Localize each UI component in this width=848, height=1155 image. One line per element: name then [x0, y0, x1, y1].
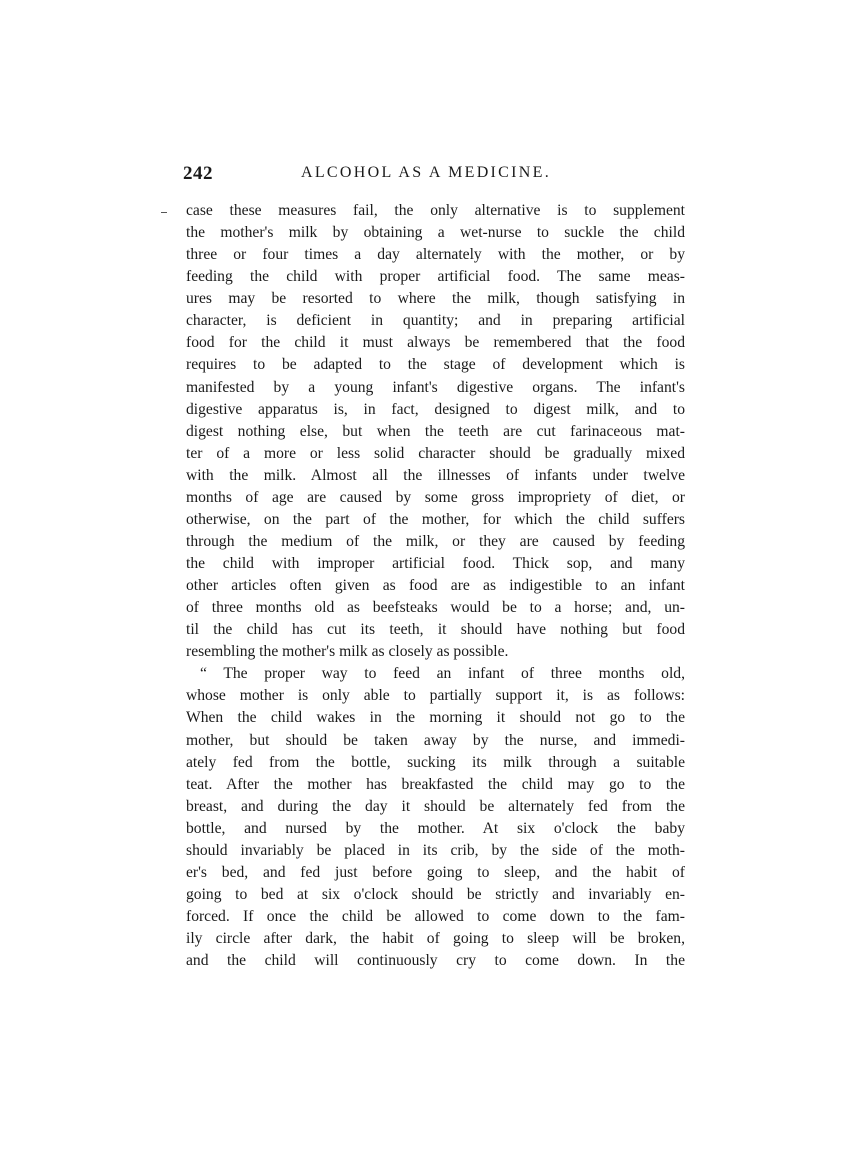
- text-line: manifested by a young infant's digestive organs. The infant's: [186, 378, 685, 396]
- text-line: other articles often given as food are as indigestible to an infant: [186, 577, 685, 595]
- text-line: feeding the child with proper artificial food. The same meas-: [186, 268, 685, 286]
- text-line: ately fed from the bottle, sucking its milk through a suitable: [186, 753, 685, 771]
- text-line: with the milk. Almost all the illnesses of infants under twelve: [186, 466, 685, 484]
- text-line: of three months old as beefsteaks would be to a horse; and, un-: [186, 599, 685, 617]
- text-line: case these measures fail, the only alternative is to supplement: [186, 202, 685, 219]
- text-line: til the child has cut its teeth, it should have nothing but food: [186, 621, 685, 639]
- text-line: digestive apparatus is, in fact, designed to digest milk, and to: [186, 400, 685, 418]
- text-line: months of age are caused by some gross impropriety of diet, or: [186, 488, 685, 506]
- text-line: through the medium of the milk, or they are caused by feeding: [186, 532, 685, 550]
- text-line: digest nothing else, but when the teeth are cut farinaceous mat-: [186, 422, 685, 440]
- text-line: teat. After the mother has breakfasted the child may go to the: [186, 775, 685, 793]
- text-line: bottle, and nursed by the mother. At six o'clock the baby: [186, 819, 685, 837]
- text-line: food for the child it must always be remembered that the food: [186, 334, 685, 352]
- text-line: er's bed, and fed just before going to sleep, and the habit of: [186, 863, 685, 881]
- body-text: [186, 200, 685, 972]
- text-line: and the child will continuously cry to come down. In the: [186, 952, 685, 970]
- paragraph-end-line: resembling the mother's milk as closely as possible.: [186, 643, 509, 661]
- text-line: ily circle after dark, the habit of going to sleep will be broken,: [186, 930, 685, 948]
- page-number: 242: [183, 163, 213, 184]
- text-line: three or four times a day alternately with the mother, or by: [186, 246, 685, 264]
- text-line: character, is deficient in quantity; and in preparing artificial: [186, 312, 685, 330]
- text-line: mother, but should be taken away by the nurse, and immedi-: [186, 731, 685, 749]
- text-line: the child with improper artificial food. Thick sop, and many: [186, 555, 685, 572]
- text-line: ter of a more or less solid character should be gradually mixed: [186, 444, 685, 462]
- text-line: requires to be adapted to the stage of development which is: [186, 356, 685, 374]
- text-line: whose mother is only able to partially support it, is as follows:: [186, 687, 685, 705]
- text-line: forced. If once the child be allowed to come down to the fam-: [186, 908, 685, 925]
- running-head: ALCOHOL AS A MEDICINE.: [301, 164, 552, 181]
- text-line: going to bed at six o'clock should be strictly and invariably en-: [186, 885, 685, 903]
- text-line: ures may be resorted to where the milk, though satisfying in: [186, 290, 685, 308]
- margin-mark: [161, 212, 167, 213]
- text-line: the mother's milk by obtaining a wet-nurse to suckle the child: [186, 224, 685, 242]
- text-line: When the child wakes in the morning it should not go to the: [186, 709, 685, 727]
- text-line: breast, and during the day it should be alternately fed from the: [186, 797, 685, 815]
- text-line: should invariably be placed in its crib, by the side of the moth-: [186, 841, 685, 859]
- paragraph-start-line: “ The proper way to feed an infant of three months old,: [200, 665, 685, 683]
- page-header: [183, 163, 693, 187]
- text-line: otherwise, on the part of the mother, for which the child suffers: [186, 510, 685, 528]
